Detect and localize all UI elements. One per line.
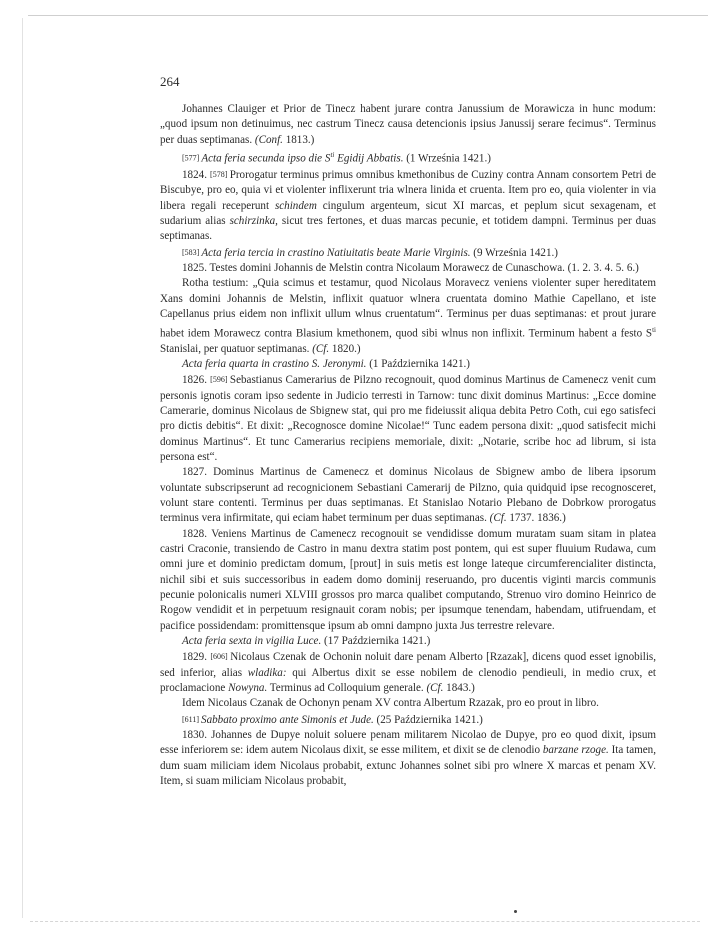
text-segment: (25 Października 1421.) (373, 713, 483, 726)
text-segment: 1830. Johannes de Dupye noluit soluere penam militarem Nicolao de Dupye, pro eo quod dixit, ipsum esse inferiorem se: idem autem Nicolaus dixit, se esse militem, et dixit se de clenodio (160, 729, 656, 757)
paragraph (160, 148, 656, 167)
paragraph (160, 712, 656, 728)
italic-text: Acta feria tercia in crastino Natiuitatis beate Marie Virginis. (201, 246, 471, 259)
text-segment: Johannes Clauiger et Prior de Tinecz habent jurare contra Janussium de Morawicza in hunc modum: „quod ipsum non detinuimus, nec castrum Tinecz causa detencionis ipsius Janussij serare fecimus“. Terminus per duas septimanas. (160, 103, 656, 146)
paragraph (160, 276, 656, 356)
text-segment: (17 Października 1421.) (321, 635, 431, 648)
paragraph (160, 634, 656, 649)
italic-text: Egidij Abbatis. (334, 152, 404, 165)
paragraph (160, 527, 656, 634)
italic-text: (Conf. (254, 133, 283, 146)
paragraph (160, 649, 656, 696)
page-edge-top (28, 15, 708, 16)
reference-marker: [606] (210, 652, 231, 662)
document-page (160, 74, 656, 790)
paragraph (160, 465, 656, 526)
italic-text: schindem (274, 199, 317, 212)
reference-marker: [596] (210, 375, 230, 385)
text-segment: 1825. Testes domini Johannis de Melstin contra Nicolaum Morawecz de Cunaschowa. (1. 2. 3. 4. 5. 6.) (182, 262, 639, 275)
text-segment: 1843.) (443, 682, 475, 695)
text-segment: 1820.) (329, 342, 361, 355)
italic-text: Nowyna. (228, 682, 268, 695)
text-segment: qui Albertus dixit se esse nobilem de clenodio pendieuli, in medio crux, et proclamacione (160, 666, 656, 695)
italic-text: (Cf. (489, 512, 507, 525)
text-segment: Idem Nicolaus Czanak de Ochonyn penam XV contra Albertum Rzazak, pro eo prout in libro. (182, 697, 599, 710)
paragraph (160, 261, 656, 276)
page-edge-left (22, 18, 23, 918)
paragraph (160, 696, 656, 711)
reference-marker: [583] (182, 247, 202, 257)
italic-text: barzane rzoge. (542, 744, 609, 757)
text-segment: 1828. Veniens Martinus de Camenecz recognouit se vendidisse domum muratam suam sitam in platea castri Craconie, transiendo de Castro in manu dextra statim post pontem, qui est super fluuium Rudawa, cum omni jure et dominio predictam domum, [prout] in suis metis est longe lateque circumferencialiter distincta, nichil sibi et suis successoribus in eadem domo dominij reseruando, pro ducentis viginti marcis communis pecunie polonicalis numeri XLVIII grossos pro marca qualibet computando, Strenuo viro domino Heinrico de Rogow vendidit et in perpetuum resignauit coram nobis; per ipsumque tenendam, habendam, utifruendam, et pacifice possidendam: promittensque ipsum ab omni dampno juxta Jus terrestre relevare. (160, 527, 656, 632)
text-segment: (1 Października 1421.) (366, 357, 470, 370)
paragraph (160, 728, 656, 789)
text-segment: Ita tamen, dum suam miliciam idem Nicolaus probabit, extunc Johannes solnet sibi pro wlnere X marcas et penam XV. Item, si suam miliciam Nicolaus probabit, (160, 744, 656, 788)
reference-marker: [578] (210, 170, 230, 180)
paragraph (160, 167, 656, 245)
italic-text: (Cf. (312, 342, 330, 355)
paragraph (160, 102, 656, 148)
italic-text: Acta feria quarta in crastino S. Jeronymi. (182, 357, 367, 370)
italic-text: schirzinka, (229, 215, 278, 228)
text-segment: (9 Września 1421.) (470, 246, 558, 259)
page-edge-bottom (30, 921, 700, 922)
text-segment: 1826. (182, 374, 211, 387)
document-body (160, 102, 656, 790)
text-segment: 1827. Dominus Martinus de Camenecz et dominus Nicolaus de Sbignew ambo de libera ipsorum voluntate subscripserunt ad recognicionem Sebastiani Camerarij de Pilzno, quia quidquid ipse recognosceret, volunt stare contenti. Terminus per duas septimanas. Et Stanislao Notario Plebano de Dobrkow prorogatus terminus vera infirmitate, qui eciam habet terminum per duas septimanas. (160, 466, 656, 525)
text-segment: Terminus ad Colloquium generale. (267, 682, 427, 695)
text-segment: sicut tres fertones, et duas marcas pecunie, et totidem dampni. Terminus per duas septimanas. (160, 215, 656, 243)
italic-text: Acta feria sexta in vigilia Luce. (182, 635, 322, 648)
text-segment: 1829. (182, 651, 211, 664)
text-segment: Stanislai, per quatuor septimanas. (160, 342, 313, 355)
text-segment: 1824. (182, 169, 211, 182)
paragraph (160, 357, 656, 372)
italic-text: ti (330, 151, 335, 160)
italic-text: Sabbato proximo ante Simonis et Jude. (201, 713, 374, 726)
text-segment: (1 Września 1421.) (403, 152, 491, 165)
paragraph (160, 245, 656, 261)
page-number: 264 (160, 74, 180, 89)
text-segment: Sebastianus Camerarius de Pilzno recognouit, quod dominus Martinus de Camenecz venit cum personis ignotis coram ipso sedente in Judicio terresti in Tarnow: tunc dixit dominus Martinus: „Ecce domine Camerarie, dominus Nicolaus de Sbignew stat, qui pro me fideiussit aliqua debita Petro Coth, cui ego satisfeci pro dictis debitis“. Et dixit: „Recognosce domine Nicolae!“ Tunc eadem persona dixit: „quod satisfecit michi dominus Martinus“. Et tunc Camerarius recipiens memoriale, dixit: „Notarie, scribe hoc ad librum, si ista persona est“. (160, 374, 656, 463)
text-segment: 1737. 1836.) (506, 512, 566, 525)
reference-marker: [577] (182, 153, 202, 163)
italic-text: wladika: (247, 666, 287, 679)
text-segment: Rotha testium: „Quia scimus et testamur, quod Nicolaus Moravecz veniens violenter super hereditatem Xans domini Johannis de Melstin, inflixit quatuor wlnera cruentata domino Mathie Capellano, et iste Capellanus prius eidem non inflixit ullum wlnus cruentatum“. Terminus per duas septimanas: et prout jurare habet idem Morawecz contra Blasium kmethonem, quod sibi wlnus non inflixit. Terminum habent a festo S (160, 277, 656, 340)
paragraph (160, 372, 656, 465)
text-segment: cingulum argenteum, sicut XI marcas, et peplum sicut sexagenam, et sudarium alias (160, 199, 657, 228)
text-segment: Prorogatur terminus primus omnibus kmethonibus de Cuziny contra Annam consortem Petri de Biscubye, pro eo, quia vi et violenter inflixerunt tria wlnera linida et cruenta. Item pro eo, quia violenter in via libera regali receperunt (160, 169, 657, 212)
italic-text: (Cf. (426, 682, 444, 695)
italic-text: Acta feria secunda ipso die S (201, 152, 331, 165)
text-segment: 1813.) (282, 133, 315, 146)
reference-marker: [611] (182, 714, 202, 724)
text-segment: ti (652, 325, 656, 334)
text-segment: Nicolaus Czenak de Ochonin noluit dare penam Alberto [Rzazak], dicens quod esset ignobilis, sed inferior, alias (160, 651, 657, 679)
ink-speck (514, 910, 517, 913)
